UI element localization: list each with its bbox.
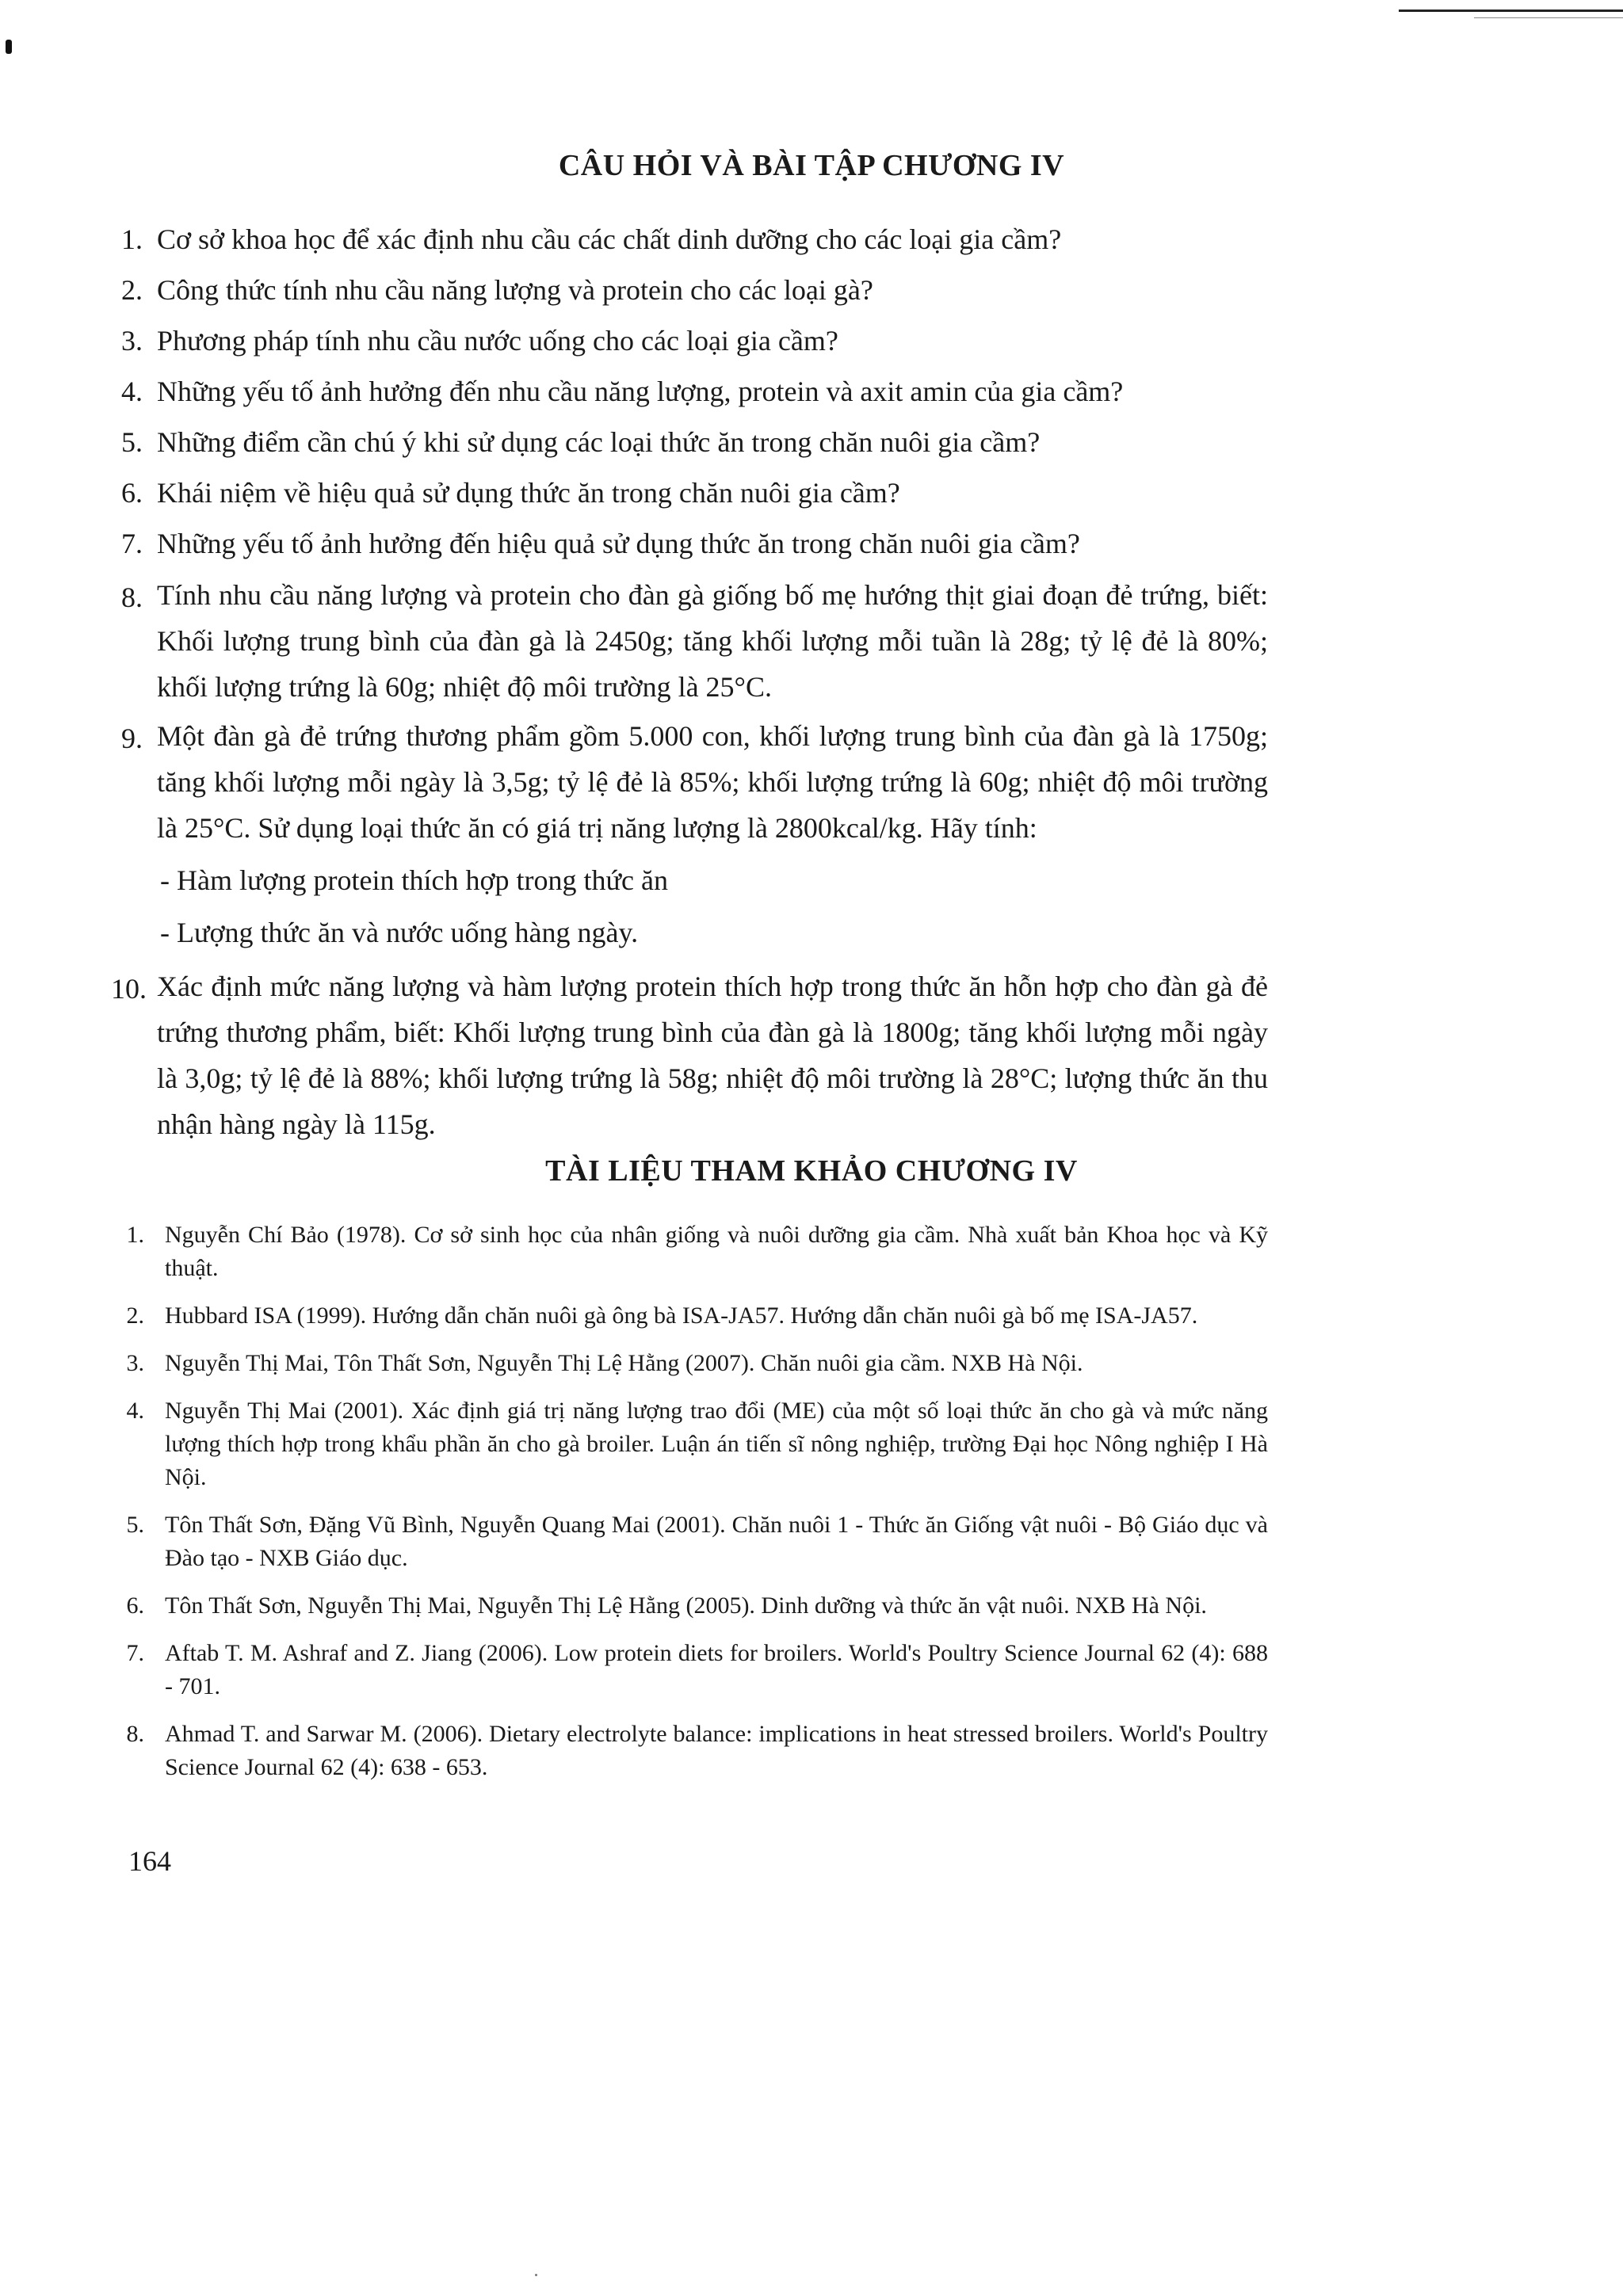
question-number: 10. (111, 973, 147, 1005)
reference-number: 6. (126, 1592, 144, 1619)
question-text: Những điểm cần chú ý khi sử dụng các loại thức ăn trong chăn nuôi gia cầm? (157, 426, 1041, 458)
reference-text: Hubbard ISA (1999). Hướng dẫn chăn nuôi gà ông bà ISA-JA57. Hướng dẫn chăn nuôi gà bố mẹ ISA-JA57. (165, 1302, 1198, 1329)
question-text: Khái niệm về hiệu quả sử dụng thức ăn trong chăn nuôi gia cầm? (157, 477, 900, 509)
questions-list (111, 214, 1268, 1147)
question-number: 7. (121, 528, 143, 559)
top-rule-thin (1474, 17, 1623, 18)
question-item (111, 417, 1268, 467)
reference-item (111, 1347, 1268, 1380)
question-number: 3. (121, 325, 143, 357)
question-text: Một đàn gà đẻ trứng thương phẩm gồm 5.000 con, khối lượng trung bình của đàn gà là 1750g; tăng khối lượng mỗi ngày là 3,5g; tỷ lệ đẻ là 85%; khối lượng trứng là 60g; nhiệt độ môi trường là 25°C. Sử dụng loại thức ăn có giá trị năng lượng là 2800kcal/kg. Hãy tính: (157, 720, 1268, 844)
reference-number: 1. (126, 1222, 144, 1248)
reference-item (111, 1299, 1268, 1333)
reference-number: 3. (126, 1350, 144, 1376)
references-heading: TÀI LIỆU THAM KHẢO CHƯƠNG IV (545, 1154, 1078, 1188)
reference-item (111, 1589, 1268, 1623)
question-text: Phương pháp tính nhu cầu nước uống cho các loại gia cầm? (157, 325, 838, 357)
reference-number: 7. (126, 1640, 144, 1666)
reference-item (111, 1219, 1268, 1285)
reference-text: Nguyễn Chí Bảo (1978). Cơ sở sinh học của nhân giống và nuôi dưỡng gia cầm. Nhà xuất bản Khoa học và Kỹ thuật. (165, 1222, 1268, 1281)
question-text: Công thức tính nhu cầu năng lượng và protein cho các loại gà? (157, 274, 873, 306)
question-item (111, 467, 1268, 518)
question-text: Tính nhu cầu năng lượng và protein cho đàn gà giống bố mẹ hướng thịt giai đoạn đẻ trứng, biết: Khối lượng trung bình của đàn gà là 2450g; tăng khối lượng mỗi tuần là 28g; tỷ lệ đẻ là 80%; khối lượng trứng là 60g; nhiệt độ môi trường là 25°C. (157, 579, 1268, 703)
question-text: Xác định mức năng lượng và hàm lượng protein thích hợp trong thức ăn hỗn hợp cho đàn gà đẻ trứng thương phẩm, biết: Khối lượng trung bình của đàn gà là 1800g; tăng khối lượng mỗi ngày là 3,0g; tỷ lệ đẻ là 88%; khối lượng trứng là 58g; nhiệt độ môi trường là 28°C; lượng thức ăn thu nhận hàng ngày là 115g. (157, 971, 1268, 1140)
page-number: 164 (128, 1845, 171, 1877)
reference-number: 2. (126, 1302, 144, 1329)
question-item (111, 572, 1268, 710)
bullet-list (160, 854, 1268, 959)
scan-speck (6, 40, 12, 54)
reference-item (111, 1508, 1268, 1575)
reference-text: Nguyễn Thị Mai (2001). Xác định giá trị năng lượng trao đổi (ME) của một số loại thức ăn cho gà và mức năng lượng thích hợp trong khẩu phần ăn cho gà broiler. Luận án tiến sĩ nông nghiệp, trường Đại học Nông nghiệp I Hà Nội. (165, 1398, 1268, 1490)
reference-number: 4. (126, 1398, 144, 1424)
top-rule (1399, 10, 1623, 12)
question-item (111, 713, 1268, 959)
reference-number: 5. (126, 1512, 144, 1538)
reference-text: Aftab T. M. Ashraf and Z. Jiang (2006). Low protein diets for broilers. World's Poultry Science Journal 62 (4): 688 - 701. (165, 1640, 1268, 1699)
question-number: 8. (121, 582, 143, 613)
question-item (111, 518, 1268, 569)
reference-text: Ahmad T. and Sarwar M. (2006). Dietary electrolyte balance: implications in heat stressed broilers. World's Poultry Science Journal 62 (4): 638 - 653. (165, 1721, 1268, 1780)
question-text: Những yếu tố ảnh hưởng đến nhu cầu năng lượng, protein và axit amin của gia cầm? (157, 376, 1124, 407)
reference-text: Nguyễn Thị Mai, Tôn Thất Sơn, Nguyễn Thị Lệ Hằng (2007). Chăn nuôi gia cầm. NXB Hà Nội. (165, 1350, 1083, 1376)
question-number: 5. (121, 426, 143, 458)
question-number: 6. (121, 477, 143, 509)
question-number: 9. (121, 723, 143, 754)
reference-item (111, 1637, 1268, 1703)
question-number: 1. (121, 223, 143, 255)
question-text: Cơ sở khoa học để xác định nhu cầu các chất dinh dưỡng cho các loại gia cầm? (157, 223, 1062, 255)
scan-speck (535, 2274, 537, 2276)
question-item (111, 315, 1268, 366)
question-item (111, 265, 1268, 315)
bullet-item: - Hàm lượng protein thích hợp trong thức ăn (160, 864, 668, 896)
question-item (111, 214, 1268, 265)
question-item (111, 963, 1268, 1147)
question-number: 2. (121, 274, 143, 306)
question-item (111, 366, 1268, 417)
question-number: 4. (121, 376, 143, 407)
reference-item (111, 1718, 1268, 1784)
reference-item (111, 1394, 1268, 1494)
references-list (111, 1219, 1268, 1798)
bullet-item: - Lượng thức ăn và nước uống hàng ngày. (160, 917, 639, 948)
reference-text: Tôn Thất Sơn, Đặng Vũ Bình, Nguyễn Quang Mai (2001). Chăn nuôi 1 - Thức ăn Giống vật nuôi - Bộ Giáo dục và Đào tạo - NXB Giáo dục. (165, 1512, 1268, 1571)
reference-text: Tôn Thất Sơn, Nguyễn Thị Mai, Nguyễn Thị Lệ Hằng (2005). Dinh dưỡng và thức ăn vật nuôi. NXB Hà Nội. (165, 1592, 1207, 1619)
questions-heading: CÂU HỎI VÀ BÀI TẬP CHƯƠNG IV (558, 149, 1065, 182)
reference-number: 8. (126, 1721, 144, 1747)
question-text: Những yếu tố ảnh hưởng đến hiệu quả sử dụng thức ăn trong chăn nuôi gia cầm? (157, 528, 1080, 559)
